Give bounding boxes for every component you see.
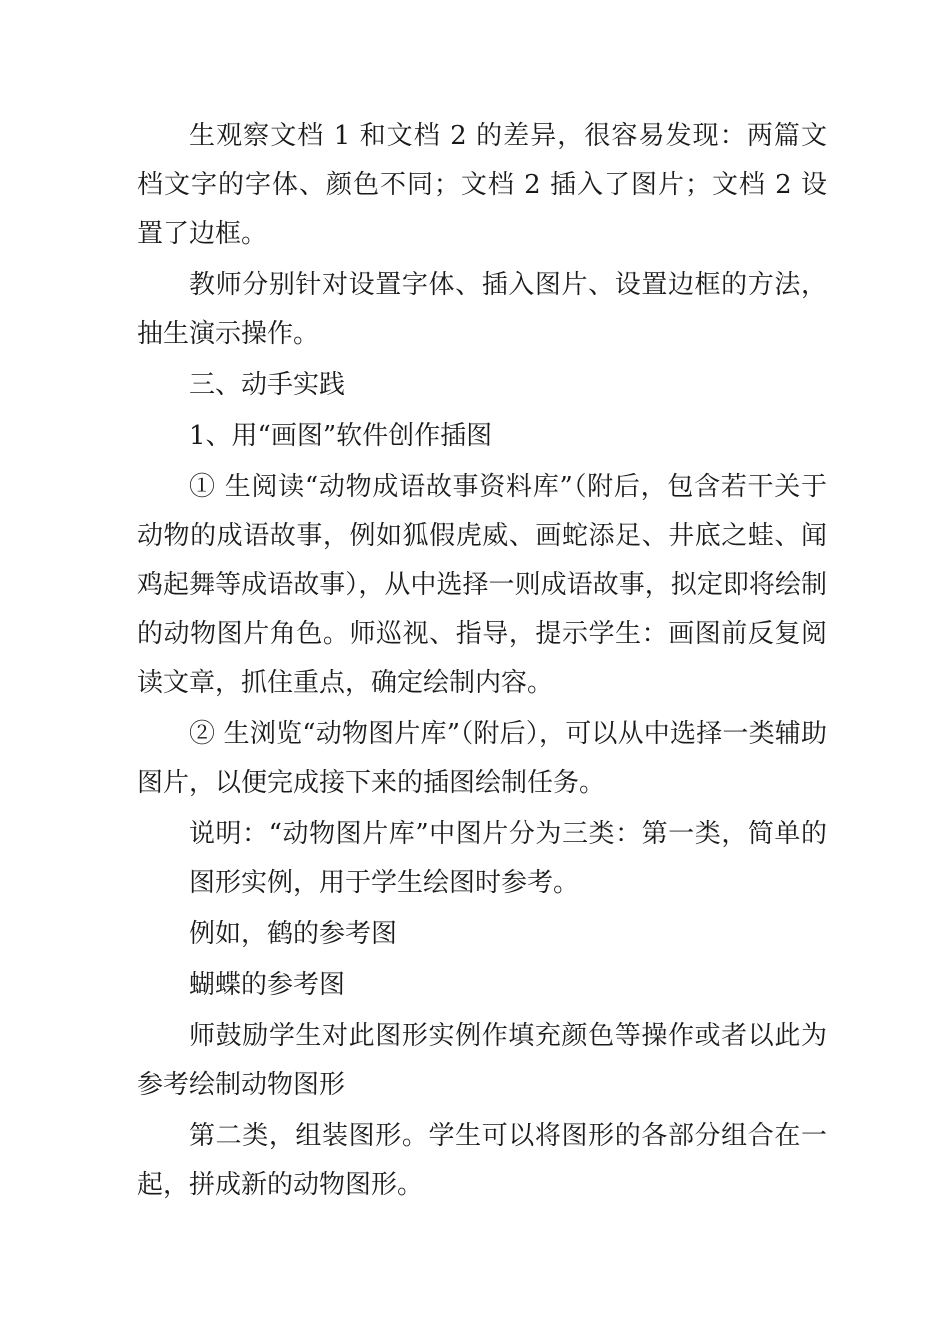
subheading-paint-illustration: 1、用“画图”软件创作插图 xyxy=(189,421,493,451)
paragraph-explanation: 说明：“动物图片库”中图片分为三类：第一类，简单的图形实例，用于学生绘图时参考。 xyxy=(189,819,827,898)
paragraph-teacher-encourage: 师鼓励学生对此图形实例作填充颜色等操作或者以此为参考绘制动物图形 xyxy=(137,1021,827,1100)
document-body xyxy=(137,112,827,1212)
paragraph-crane-reference: 例如，鹤的参考图 xyxy=(189,919,398,949)
section-heading-practice: 三、动手实践 xyxy=(189,370,346,400)
paragraph-butterfly-reference: 蝴蝶的参考图 xyxy=(189,970,346,1000)
paragraph-second-category: 第二类，组装图形。学生可以将图形的各部分组合在一起，拼成新的动物图形。 xyxy=(137,1121,827,1200)
paragraph-observe-differences: 生观察文档 1 和文档 2 的差异，很容易发现：两篇文档文字的字体、颜色不同；文档 2 插入了图片；文档 2 设置了边框。 xyxy=(137,121,827,249)
paragraph-step-2-browse-images: ② 生浏览“动物图片库”（附后），可以从中选择一类辅助图片，以便完成接下来的插图绘制任务。 xyxy=(137,719,827,798)
paragraph-teacher-demo: 教师分别针对设置字体、插入图片、设置边框的方法，抽生演示操作。 xyxy=(137,270,827,349)
paragraph-step-1-read-stories: ① 生阅读“动物成语故事资料库”（附后，包含若干关于动物的成语故事，例如狐假虎威、画蛇添足、井底之蛙、闻鸡起舞等成语故事），从中选择一则成语故事，拟定即将绘制的动物图片角色。师巡视、指导，提示学生：画图前反复阅读文章，抓住重点，确定绘制内容。 xyxy=(137,472,827,698)
